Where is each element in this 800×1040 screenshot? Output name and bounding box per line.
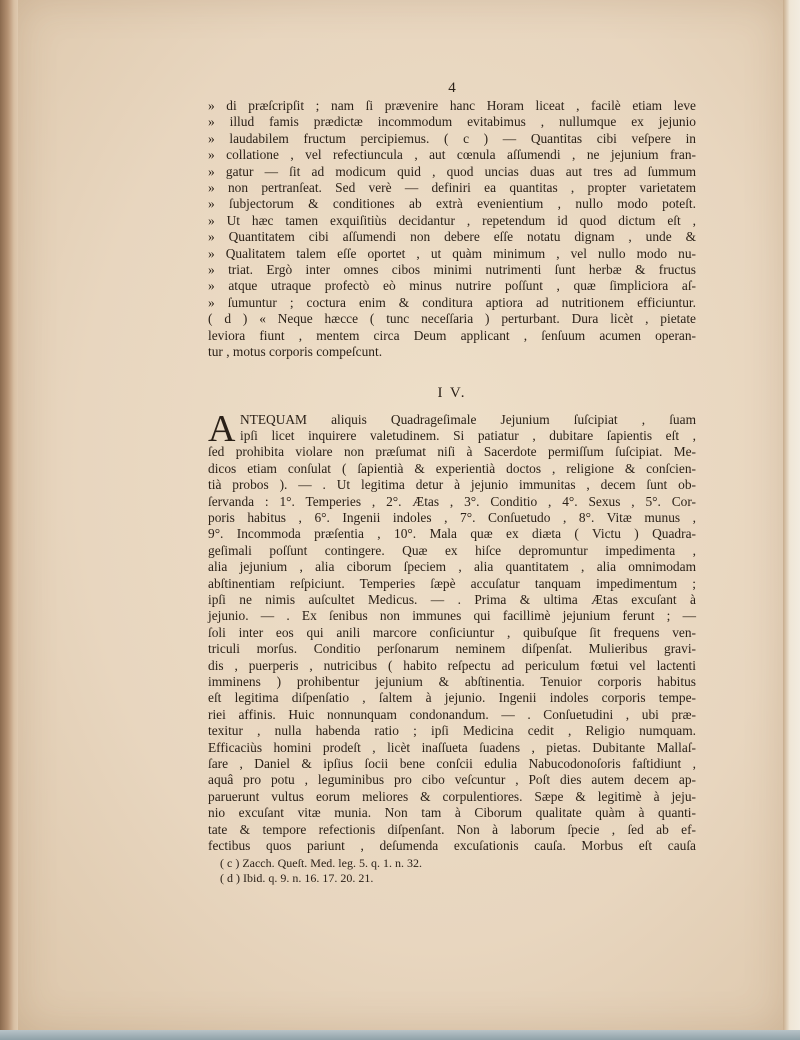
text-line: paruerunt vultus eorum meliores & corpulentiores. Sæpe & legitimè à jeju- [208,788,696,804]
footnotes [208,856,696,886]
section-body [208,407,696,855]
text-line: » collatione , vel refectiuncula , aut cœnula aſſumendi , ne jejunium fran- [208,147,696,163]
text-line: alia jejunium , alia ciborum ſpeciem , alia quantitatem , alia omnimodam [208,559,696,575]
text-line: abſtinentiam reſpiciunt. Temperies ſæpè accuſatur tanquam impedimentum ; [208,575,696,591]
text-line: ſare , Daniel & ipſius ſocii bene conſcii edulia Nabucodonoſoris faſtidiunt , [208,756,696,772]
text-line: dicos etiam conſulat ( ſapientià & experientià doctos , religione & conſcien- [208,460,696,476]
text-line: riei affinis. Huic nonnunquam condonandum. — . Conſuetudini , ubi præ- [208,706,696,722]
text-line: ſed prohibita violare non præſumat niſi à Sacerdote permiſſum ſuſcipiat. Me- [208,444,696,460]
text-line: ipſi ne nimis auſcultet Medicus. — . Prima & ultima Ætas excuſant à [208,591,696,607]
page-edge-right [783,0,800,1040]
section-heading: I V. [437,384,467,401]
text-line: NTEQUAM aliquis Quadrageſimale Jejunium ſuſcipiat , ſuam [240,411,696,427]
text-line: nio excuſant vitæ munia. Non tam à Ciborum qualitate quàm à quanti- [208,805,696,821]
text-line: » illud famis prædictæ incommodum evitabimus , nullumque ex jejunio [208,114,696,130]
text-line: fectibus quos pariunt , deſumenda excuſationis cauſa. Morbus eſt cauſa [208,838,696,854]
text-line: ipſi licet inquirere valetudinem. Si patiatur , dubitare ſapientis eſt , [240,427,696,443]
drop-cap: A [208,407,236,450]
text-line: tià probos ). — . Ut legitima detur à jejunio immunitas , decem ſunt ob- [208,477,696,493]
text-line: » non pertranſeat. Sed verè — definiri ea quantitas , propter varietatem [208,180,696,196]
text-line: » atque utraque profectò eò minus nutrire poſſunt , quæ ſimpliciora aſ- [208,278,696,294]
text-line: » ſumuntur ; coctura enim & conditura aptiora ad nutritionem efficiuntur. [208,294,696,310]
text-line: ( d ) « Neque hæcce ( tunc neceſſaria ) perturbant. Dura licèt , pietate [208,311,696,327]
text-line: » Qualitatem talem eſſe oportet , ut quàm minimum , vel nullo modo nu- [208,245,696,261]
page-text [208,82,696,886]
text-line: imminens ) prohibentur jejunium & abſtinentia. Tenuior corporis habitus [208,674,696,689]
footnote: ( d ) Ibid. q. 9. n. 16. 17. 20. 21. [220,871,374,886]
text-line: eſt legitima diſpenſatio , ſaltem à jejunio. Ingenii indoles corporis tempe- [208,690,696,706]
quoted-passage [208,98,696,361]
text-line: triculi morſus. Conditio perſonarum neminem diſpenſat. Mulieribus gravi- [208,641,696,657]
text-line: dis , puerperis , nutricibus ( habito reſpectu ad periculum fœtui vel lactenti [208,657,696,673]
text-line: » triat. Ergò inter omnes cibos minimi nutrimenti ſunt herbæ & fructus [208,262,696,278]
text-line: » Ut hæc tamen exquiſitiùs decidantur , repetendum id quod dictum eſt , [208,212,696,228]
text-line: poris habitus , 6°. Ingenii indoles , 7°. Conſuetudo , 8°. Vitæ munus , [208,509,696,525]
text-line: 9°. Incommoda præſentia , 10°. Mala quæ ex diæta ( Victu ) Quadra- [208,526,696,542]
text-line: aquâ pro potu , leguminibus pro cibo veſcuntur , Poſt dies autem decem ap- [208,772,696,788]
text-line: Efficaciùs homini prodeſt , licèt inaſſueta ſuadens , pietas. Dubitante Mallaſ- [208,739,696,755]
text-line: tur , motus corporis compeſcunt. [208,344,383,360]
text-line: ſervanda : 1°. Temperies , 2°. Ætas , 3°. Conditio , 4°. Sexus , 5°. Cor- [208,493,696,509]
text-line: » di præſcripſit ; nam ſi prævenire hanc Horam liceat , facilè etiam leve [208,98,696,113]
text-line: leviora fiunt , mentem circa Deum applicant , ſenſuum acumen operan- [208,327,696,343]
text-line: texitur , nulla habenda ratio ; ipſi Medicina cedit , Religio numquam. [208,723,696,739]
text-line: jejunio. — . Ex ſenibus non immunes qui facillimè jejunium ferunt ; — [208,608,696,624]
footnote: ( c ) Zacch. Queſt. Med. leg. 5. q. 1. n. 32. [220,856,422,871]
text-line: » Quantitatem cibi aſſumendi non debere eſſe notatu dignam , unde & [208,229,696,245]
text-line: » laudabilem fructum percipiemus. ( c ) — Quantitas cibi veſpere in [208,130,696,146]
text-line: tate & tempore refectionis diſpenſant. Non à laborum ſpecie , ſed ab ef- [208,821,696,837]
page-number: 4 [448,80,456,96]
text-line: ſoli inter eos qui anili marcore conſiciuntur , quibuſque ſit frequens ven- [208,624,696,640]
text-line: » ſubjectorum & conditiones ab extrà evenientium , nullo modo poteſt. [208,196,696,212]
text-line: » gatur — ſit ad modicum quid , quod uncias duas aut tres ad ſummum [208,163,696,179]
text-line: geſimali poſſunt contingere. Quæ ex hiſce depromuntur impedimenta , [208,542,696,558]
page-edge-bottom [0,1030,800,1040]
